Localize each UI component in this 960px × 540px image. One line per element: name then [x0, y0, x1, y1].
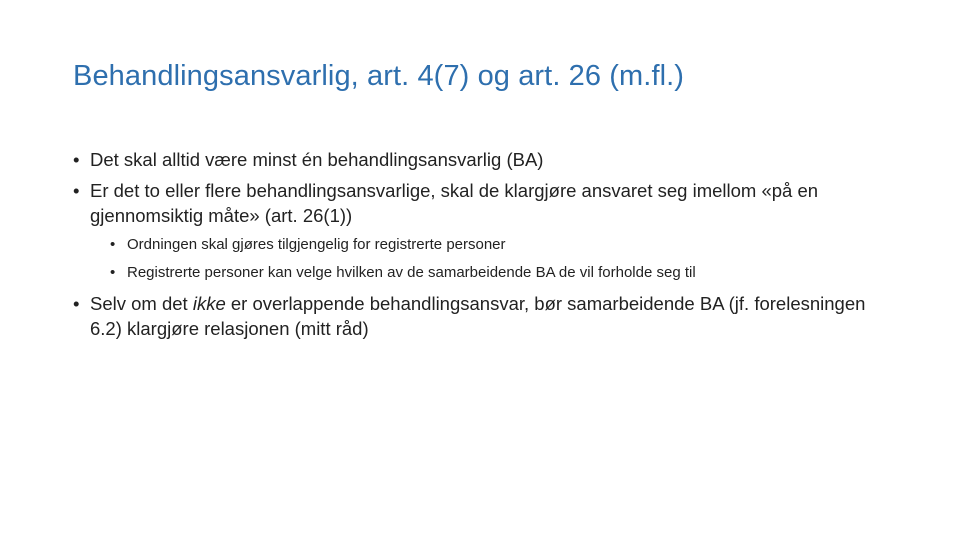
- bullet-text: Det skal alltid være minst én behandlingsansvarlig (BA): [90, 149, 544, 170]
- bullet-item: [73, 291, 883, 341]
- bullet-icon: •: [110, 236, 116, 253]
- sub-bullet-item: [73, 234, 883, 255]
- bullet-item: [73, 178, 883, 228]
- bullet-icon: •: [110, 264, 116, 281]
- sub-bullet-item: [73, 262, 883, 283]
- slide-title: Behandlingsansvarlig, art. 4(7) og art. 26 (m.fl.): [73, 60, 685, 92]
- bullet-item: [73, 147, 883, 172]
- bullet-text-pre: Selv om det: [90, 293, 193, 314]
- bullet-icon: •: [73, 293, 80, 314]
- bullet-text-post: er overlappende behandlingsansvar, bør samarbeidende BA (jf. forelesningen 6.2) klargjøre relasjonen (mitt råd): [90, 293, 866, 339]
- slide-body: [73, 147, 883, 347]
- sub-bullet-text: Ordningen skal gjøres tilgjengelig for registrerte personer: [127, 236, 506, 253]
- sub-bullet-text: Registrerte personer kan velge hvilken av de samarbeidende BA de vil forholde seg til: [127, 264, 696, 281]
- bullet-text: Er det to eller flere behandlingsansvarlige, skal de klargjøre ansvaret seg imellom «på en gjennomsiktig måte» (art. 26(1)): [90, 180, 819, 226]
- bullet-icon: •: [73, 149, 80, 170]
- bullet-text-emphasis: ikke: [192, 293, 226, 314]
- bullet-icon: •: [73, 180, 80, 201]
